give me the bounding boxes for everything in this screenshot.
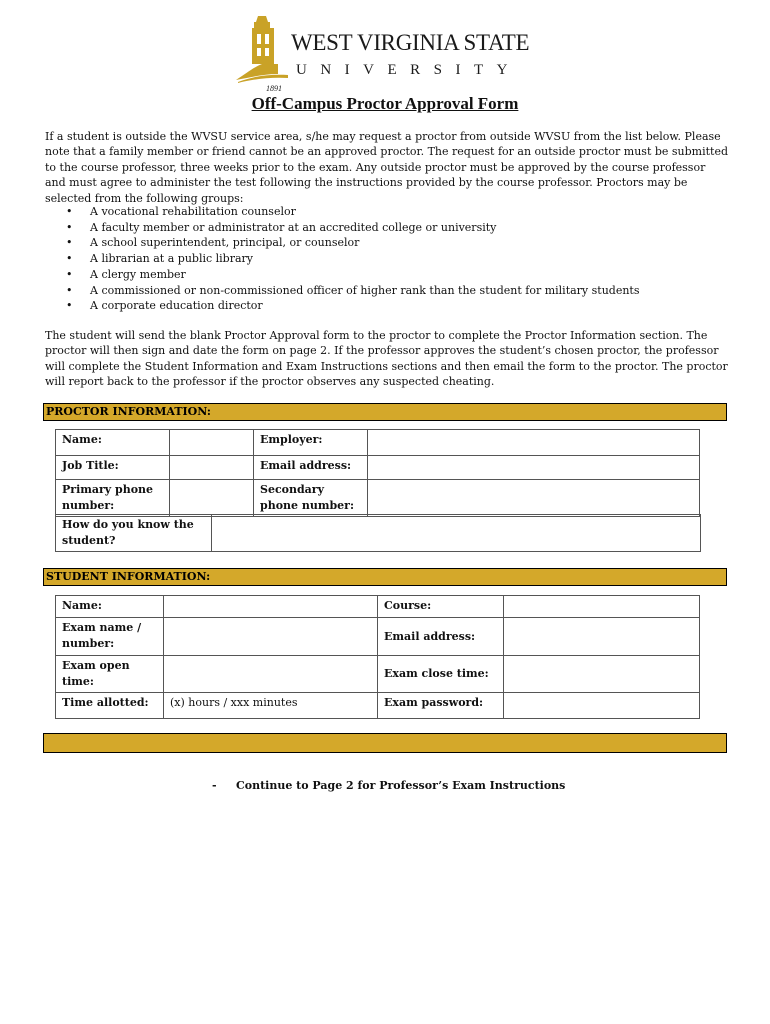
label-proctor-name: Name:: [56, 430, 170, 456]
logo-wordmark: WEST VIRGINIA STATE: [291, 30, 530, 55]
exam-open-field[interactable]: [164, 656, 378, 693]
job-title-field[interactable]: [170, 456, 254, 480]
list-item: • A clergy member: [66, 267, 640, 283]
how-know-field[interactable]: [212, 515, 701, 552]
label-exam-open: Exam open time:: [56, 656, 164, 693]
list-item: • A vocational rehabilitation counselor: [66, 204, 640, 220]
page-title: Off-Campus Proctor Approval Form: [251, 94, 519, 113]
label-exam-name: Exam name / number:: [56, 618, 164, 656]
proctor-section-title: PROCTOR INFORMATION:: [46, 405, 211, 418]
tower-emblem-icon: [234, 14, 290, 84]
label-secondary-phone: Secondary phone number:: [254, 480, 368, 517]
label-proctor-email: Email address:: [254, 456, 368, 480]
list-item: • A commissioned or non-commissioned officer of higher rank than the student for military students: [66, 283, 640, 299]
proctor-name-field[interactable]: [170, 430, 254, 456]
continue-dash: -: [212, 779, 217, 792]
label-primary-phone: Primary phone number:: [56, 480, 170, 517]
student-name-field[interactable]: [164, 596, 378, 618]
label-course: Course:: [378, 596, 504, 618]
label-job-title: Job Title:: [56, 456, 170, 480]
list-item: • A school superintendent, principal, or counselor: [66, 235, 640, 251]
student-info-table: [55, 595, 700, 719]
primary-phone-field[interactable]: [170, 480, 254, 517]
proctor-groups-list: [66, 204, 640, 314]
proctor-email-field[interactable]: [368, 456, 700, 480]
logo-subtitle: UNIVERSITY: [296, 62, 521, 78]
label-employer: Employer:: [254, 430, 368, 456]
continue-text: Continue to Page 2 for Professor’s Exam Instructions: [236, 779, 566, 792]
proctor-info-table: [55, 429, 700, 517]
course-field[interactable]: [504, 596, 700, 618]
secondary-phone-field[interactable]: [368, 480, 700, 517]
student-section-header: [43, 568, 727, 586]
proctor-section-header: [43, 403, 727, 421]
label-student-email: Email address:: [378, 618, 504, 656]
proctor-relationship-table: [55, 514, 701, 552]
instructions-paragraph: The student will send the blank Proctor Approval form to the proctor to complete the Proctor Information section. The proctor will then sign and date the form on page 2. If the professor approves the student’s chosen proctor, the professor will complete the Student Information and Exam Instructions sections and then email the form to the proctor. The proctor will report back to the professor if the proctor observes any suspected cheating.: [45, 329, 728, 389]
student-section-title: STUDENT INFORMATION:: [46, 570, 211, 583]
student-email-field[interactable]: [504, 618, 700, 656]
employer-field[interactable]: [368, 430, 700, 456]
label-student-name: Name:: [56, 596, 164, 618]
continue-note: [212, 779, 565, 792]
exam-password-field[interactable]: [504, 693, 700, 719]
university-logo: [234, 14, 544, 93]
exam-name-field[interactable]: [164, 618, 378, 656]
intro-paragraph: If a student is outside the WVSU service area, s/he may request a proctor from outside WVSU from the list below. Please note that a family member or friend cannot be an approved proctor. The request for an outside proctor must be submitted to the course professor, three weeks prior to the exam. Any outside proctor must be approved by the course professor and must agree to administer the test following the instructions provided by the course professor. Proctors may be selected from the following groups:: [45, 130, 729, 205]
list-item: • A faculty member or administrator at an accredited college or university: [66, 220, 640, 236]
exam-close-field[interactable]: [504, 656, 700, 693]
label-exam-password: Exam password:: [378, 693, 504, 719]
label-exam-close: Exam close time:: [378, 656, 504, 693]
time-allotted-field[interactable]: (x) hours / xxx minutes: [164, 693, 378, 719]
label-time-allotted: Time allotted:: [56, 693, 164, 719]
logo-year: 1891: [266, 84, 282, 93]
closing-band: [43, 733, 727, 753]
list-item: • A librarian at a public library: [66, 251, 640, 267]
list-item: • A corporate education director: [66, 298, 640, 314]
label-how-know: How do you know the student?: [56, 515, 212, 552]
